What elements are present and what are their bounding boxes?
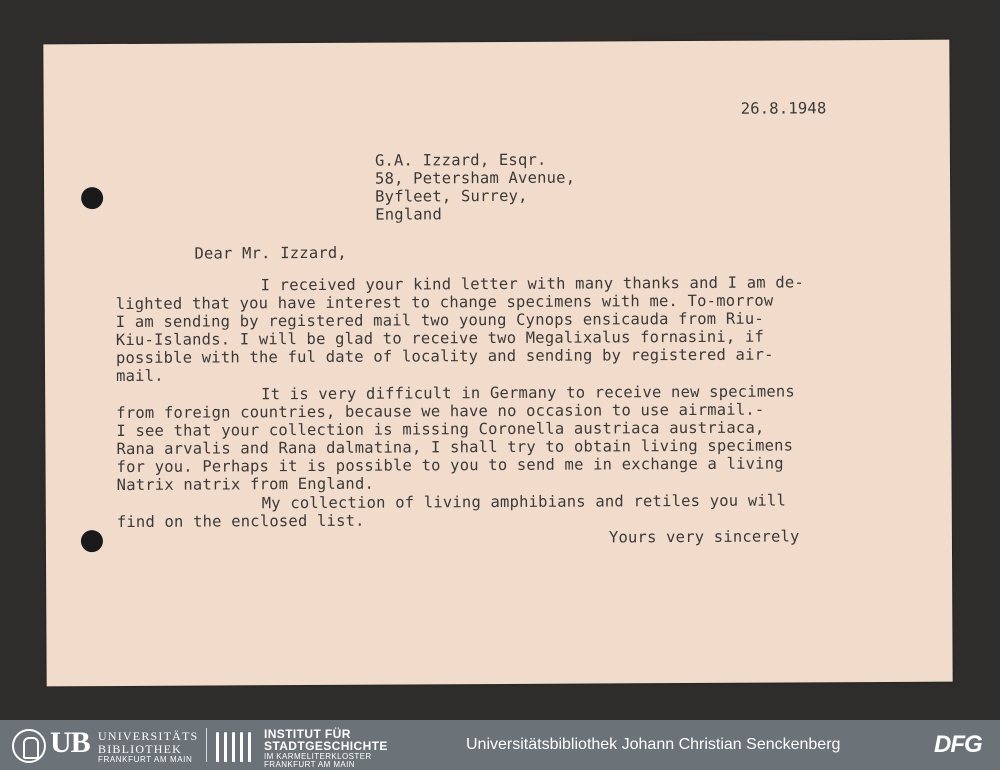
body-line: from foreign countries, because we have no occasion to use airmail.- bbox=[116, 400, 765, 422]
ub-name-line2: BIBLIOTHEK bbox=[98, 742, 182, 756]
ub-subtitle: FRANKFURT AM MAIN bbox=[98, 755, 193, 764]
ub-logo-letters: UB bbox=[50, 726, 90, 759]
body-line: mail. bbox=[116, 366, 164, 385]
library-title: Universitätsbibliothek Johann Christian Senckenberg bbox=[466, 736, 841, 753]
isg-title-line2: STADTGESCHICHTE bbox=[264, 739, 388, 753]
body-line: Rana arvalis and Rana dalmatina, I shall try to obtain living specimens bbox=[116, 436, 794, 458]
recipient-city: Byfleet, Surrey, bbox=[375, 186, 528, 206]
body-line: for you. Perhaps it is possible to you to send me in exchange a living bbox=[116, 454, 784, 476]
arches-icon bbox=[216, 728, 252, 762]
salutation: Dear Mr. Izzard, bbox=[194, 243, 347, 263]
closing: Yours very sincerely bbox=[608, 527, 800, 547]
body-line: I see that your collection is missing Coronella austriaca austriaca, bbox=[116, 418, 765, 440]
isg-sub-line2: FRANKFURT AM MAIN bbox=[264, 760, 355, 769]
dfg-logo: DFG bbox=[934, 731, 982, 758]
punch-hole-top bbox=[81, 187, 103, 209]
body-line: possible with the ful date of locality and sending by registered air- bbox=[115, 345, 774, 368]
footer-divider bbox=[206, 728, 207, 762]
recipient-name: G.A. Izzard, Esqr. bbox=[374, 150, 547, 170]
ub-seal-icon bbox=[12, 729, 46, 763]
ub-name-line1: UNIVERSITÄTS bbox=[98, 729, 199, 743]
ub-name bbox=[98, 730, 198, 756]
body-line: Natrix natrix from England. bbox=[116, 474, 375, 494]
body-line: Kiu-Islands. I will be glad to receive two Megalixalus fornasini, if bbox=[115, 327, 765, 350]
recipient-country: England bbox=[375, 205, 443, 224]
letter-page bbox=[43, 40, 952, 687]
body-line: My collection of living amphibians and retiles you will bbox=[261, 491, 787, 513]
recipient-street: 58, Petersham Avenue, bbox=[374, 168, 576, 188]
footer-bar bbox=[0, 720, 1000, 770]
letter-date: 26.8.1948 bbox=[740, 99, 827, 118]
isg-sub-line1: IM KARMELITERKLOSTER bbox=[264, 752, 372, 761]
isg-title bbox=[264, 728, 388, 752]
body-line: I received your kind letter with many thanks and I am de- bbox=[260, 273, 804, 295]
isg-subtitle bbox=[264, 753, 372, 769]
body-line: lighted that you have interest to change specimens with me. To-morrow bbox=[115, 291, 774, 314]
body-line: I am sending by registered mail two young Cynops ensicauda from Riu- bbox=[115, 309, 764, 332]
body-line: find on the enclosed list. bbox=[116, 511, 365, 531]
body-line: It is very difficult in Germany to receive new specimens bbox=[261, 382, 795, 404]
punch-hole-bottom bbox=[81, 530, 103, 552]
isg-title-line1: INSTITUT FÜR bbox=[264, 727, 351, 741]
